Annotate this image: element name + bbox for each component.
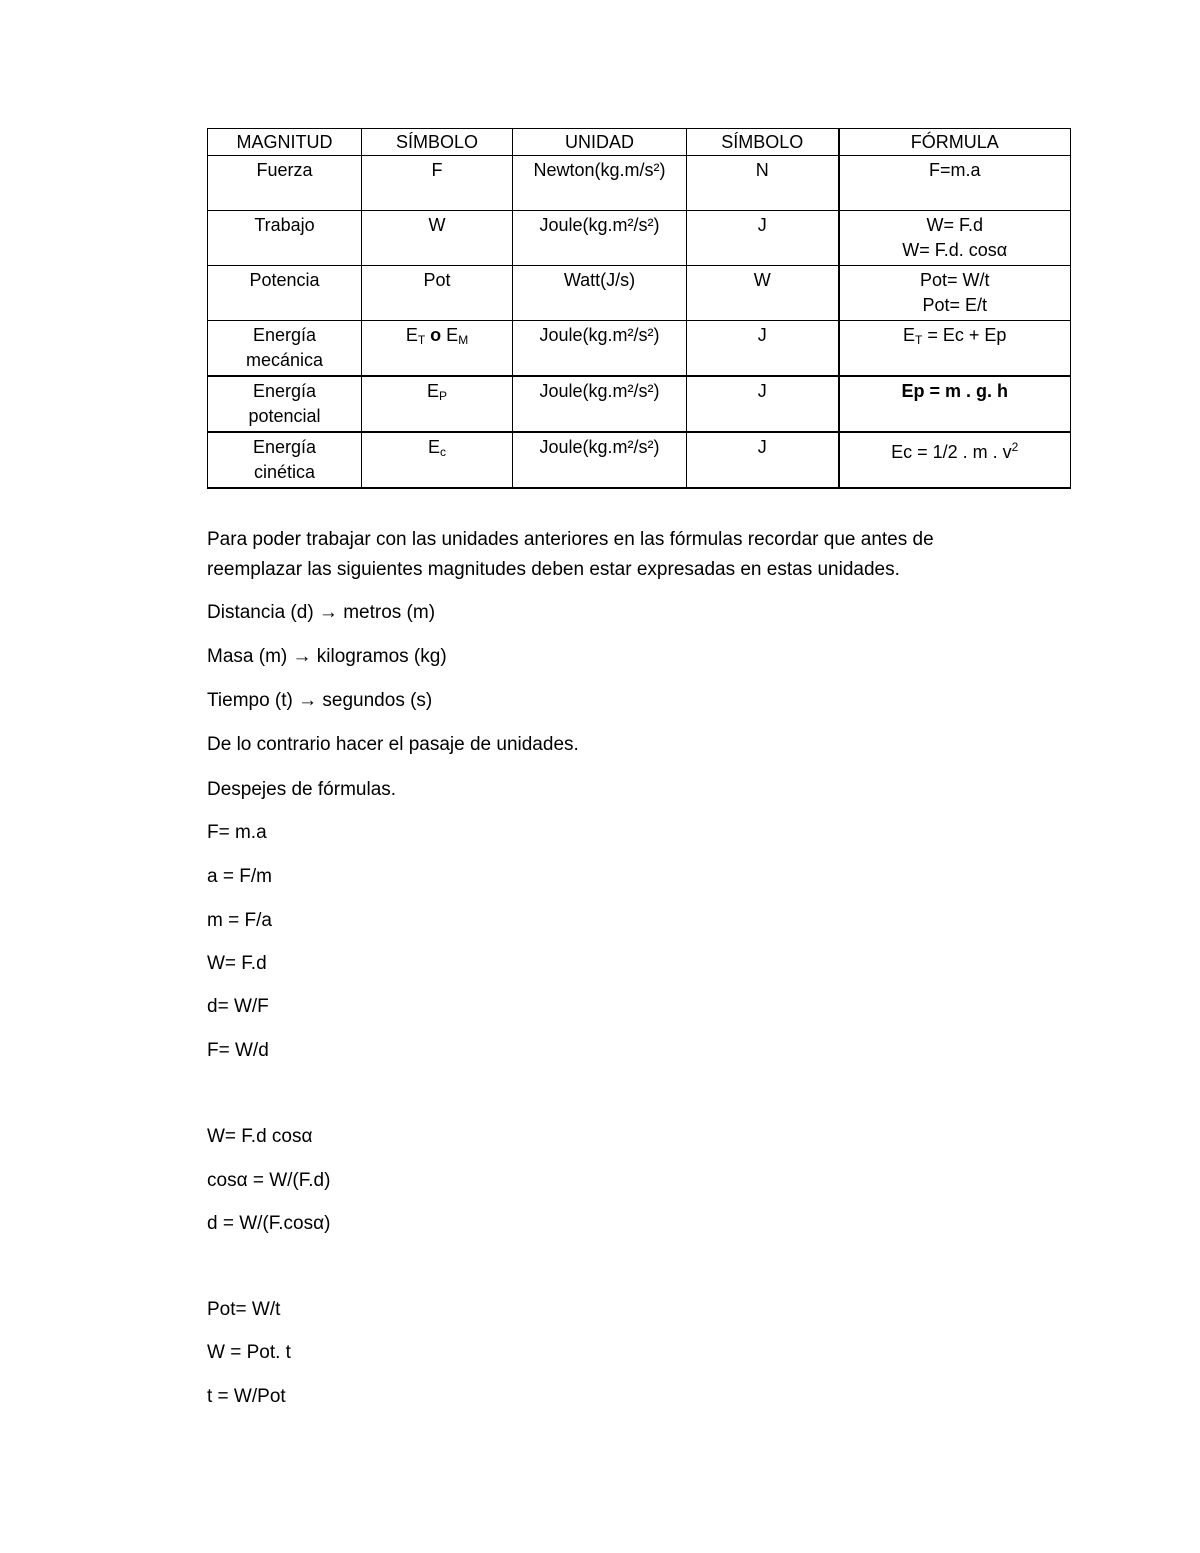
symbol-letter: E	[405, 325, 418, 345]
symbol-cell: F	[362, 156, 513, 211]
formula-line: W= F.d cosα	[207, 1126, 313, 1147]
table-row	[208, 266, 1071, 321]
formula-line: m = F/a	[207, 910, 272, 931]
magnitude-text: cinética	[253, 462, 316, 482]
formula-base: Ec = 1/2 . m . v	[891, 442, 1012, 462]
table-row	[208, 321, 1071, 377]
unit-symbol-cell: J	[687, 321, 839, 377]
symbol-letter: E	[446, 325, 459, 345]
magnitude-cell	[208, 376, 362, 432]
magnitude-cell	[208, 321, 362, 377]
conversion-time: Tiempo (t) → segundos (s)	[207, 690, 433, 711]
formula-line: F= W/d	[207, 1040, 269, 1061]
symbol-subscript: M	[458, 333, 469, 347]
magnitude-text: Energía	[252, 325, 317, 345]
formula-line: a = F/m	[207, 866, 272, 887]
units-table	[207, 128, 1071, 489]
symbol-letter: E	[426, 381, 439, 401]
unit-cell: Watt(J/s)	[513, 266, 687, 321]
symbol-connector: o	[425, 325, 447, 345]
unit-symbol-cell: J	[687, 211, 839, 266]
formula-rest: = Ec + Ep	[922, 325, 1007, 345]
formula-line: Ep = m . g. h	[901, 381, 1008, 401]
magnitude-text: Fuerza	[256, 160, 313, 180]
table-header-row	[208, 129, 1071, 156]
unit-symbol-cell: J	[687, 376, 839, 432]
magnitude-cell	[208, 211, 362, 266]
unit-cell: Joule(kg.m²/s²)	[513, 376, 687, 432]
table-row	[208, 211, 1071, 266]
symbol-cell: W	[362, 211, 513, 266]
header-magnitud: MAGNITUD	[208, 129, 362, 156]
formula-line: Pot= W/t	[919, 270, 990, 290]
header-formula: FÓRMULA	[839, 129, 1071, 156]
formula-subscript: T	[915, 333, 923, 347]
formula-line: W = Pot. t	[207, 1342, 291, 1363]
formula-line: F= m.a	[207, 822, 267, 843]
symbol-cell	[362, 321, 513, 377]
unit-cell: Joule(kg.m²/s²)	[513, 211, 687, 266]
magnitude-cell	[208, 266, 362, 321]
magnitude-text: mecánica	[245, 350, 324, 370]
symbol-cell: Pot	[362, 266, 513, 321]
magnitude-text: potencial	[248, 406, 321, 426]
formula-line: W= F.d. cosα	[902, 240, 1008, 260]
table-row	[208, 432, 1071, 488]
formula-line: cosα = W/(F.d)	[207, 1170, 331, 1191]
symbol-cell	[362, 432, 513, 488]
table-row	[208, 156, 1071, 211]
formula-line: Pot= W/t	[207, 1299, 281, 1320]
header-unidad: UNIDAD	[513, 129, 687, 156]
formula-letter: E	[903, 325, 916, 345]
formula-line: W= F.d	[926, 215, 983, 235]
intro-line-1: Para poder trabajar con las unidades anteriores en las fórmulas recordar que antes de	[207, 529, 934, 550]
note-text: De lo contrario hacer el pasaje de unidades.	[207, 734, 579, 755]
formula-line: Pot= E/t	[922, 295, 988, 315]
header-simbolo: SÍMBOLO	[362, 129, 513, 156]
table-row	[208, 376, 1071, 432]
formula-cell	[839, 432, 1071, 488]
unit-cell: Newton(kg.m/s²)	[513, 156, 687, 211]
formula-cell	[839, 321, 1071, 377]
magnitude-cell	[208, 432, 362, 488]
magnitude-text: Energía	[252, 381, 317, 401]
symbol-subscript: c	[440, 445, 446, 459]
formula-line: d = W/(F.cosα)	[207, 1213, 331, 1234]
despejes-title: Despejes de fórmulas.	[207, 779, 397, 800]
unit-symbol-cell: J	[687, 432, 839, 488]
formula-cell	[839, 156, 1071, 211]
symbol-subscript: T	[417, 333, 426, 347]
magnitude-text: Trabajo	[254, 215, 315, 235]
header-simbolo-unidad: SÍMBOLO	[687, 129, 839, 156]
formula-cell	[839, 266, 1071, 321]
formula-line: t = W/Pot	[207, 1386, 286, 1407]
formula-line: W= F.d	[207, 953, 267, 974]
formula-cell	[839, 376, 1071, 432]
unit-symbol-cell: W	[687, 266, 839, 321]
magnitude-cell	[208, 156, 362, 211]
formula-line: d= W/F	[207, 996, 269, 1017]
unit-symbol-cell: N	[687, 156, 839, 211]
unit-cell: Joule(kg.m²/s²)	[513, 321, 687, 377]
intro-line-2: reemplazar las siguientes magnitudes deben estar expresadas en estas unidades.	[207, 559, 900, 580]
magnitude-text: Energía	[252, 437, 317, 457]
formula-superscript: 2	[1011, 440, 1019, 454]
magnitude-text: Potencia	[249, 270, 320, 290]
formula-cell	[839, 211, 1071, 266]
unit-cell: Joule(kg.m²/s²)	[513, 432, 687, 488]
conversion-mass: Masa (m) → kilogramos (kg)	[207, 646, 447, 667]
conversion-distance: Distancia (d) → metros (m)	[207, 602, 436, 623]
symbol-cell	[362, 376, 513, 432]
symbol-letter: E	[427, 437, 440, 457]
formula-line: F=m.a	[928, 160, 981, 180]
symbol-subscript: P	[439, 389, 448, 403]
